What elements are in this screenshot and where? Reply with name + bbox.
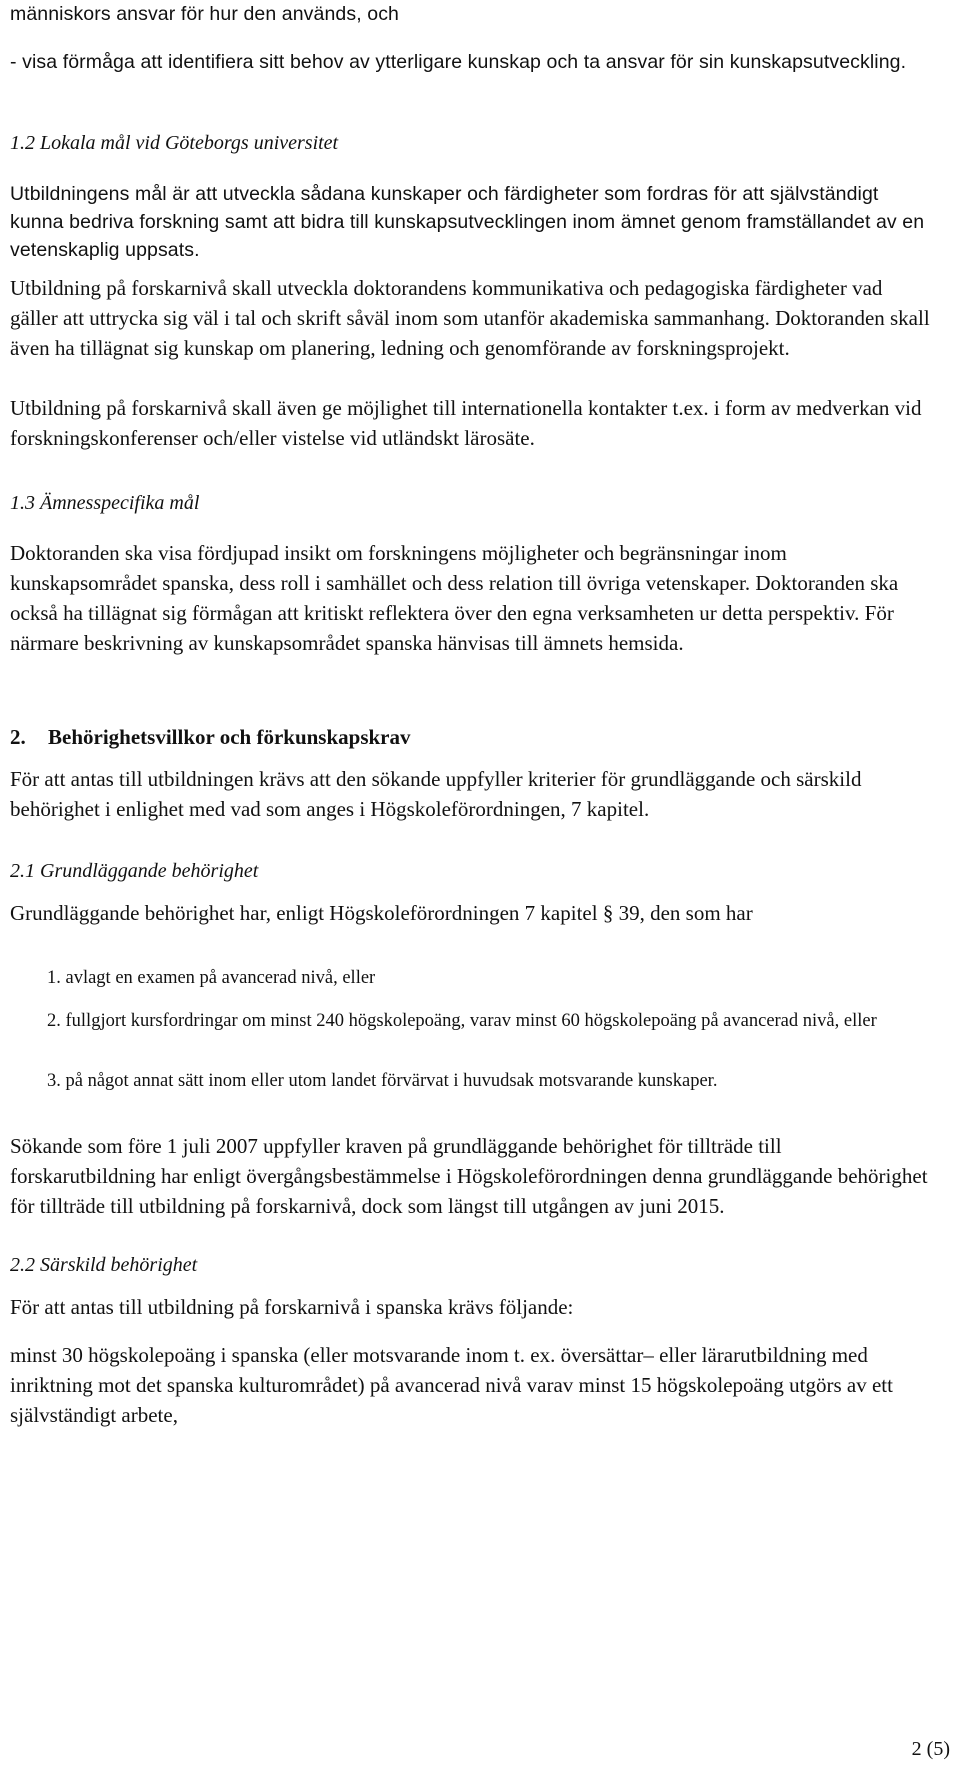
section-1-3-heading: 1.3 Ämnesspecifika mål bbox=[10, 492, 200, 514]
section-1-2-heading: 1.2 Lokala mål vid Göteborgs universitet bbox=[10, 132, 339, 154]
section-1-2-paragraph-3: Utbildning på forskarnivå skall även ge möjlighet till internationella kontakter t.ex. i form av medverkan vid forskningskonferenser och/eller vistelse vid utländskt lärosäte. bbox=[10, 396, 922, 450]
section-1-3-paragraph-1: Doktoranden ska visa fördjupad insikt om forskningens möjligheter och begränsningar inom kunskapsområdet spanska, dess roll i samhället och dess relation till övriga vetenskaper. Doktoranden ska också ha tillägnat sig förmågan att kritiskt reflektera över den egna verksamheten ur detta perspektiv. För närmare beskrivning av kunskapsområdet spanska hänvisas till ämnets hemsida. bbox=[10, 541, 899, 655]
section-1-2-paragraph-2: Utbildning på forskarnivå skall utveckla doktorandens kommunikativa och pedagogiska färdigheter vad gäller att uttrycka sig väl i tal och skrift såväl inom som utanför akademiska sammanhang. Doktoranden skall även ha tillägnat sig kunskap om planering, ledning och genomförande av forskningsprojekt. bbox=[10, 276, 930, 360]
section-2-1-paragraph-2: Sökande som före 1 juli 2007 uppfyller kraven på grundläggande behörighet för tillträde till forskarutbildning har enligt övergångsbestämmelse i Högskoleförordningen denna grundläggande behörighet för tillträde till utbildning på forskarnivå, dock som längst till utgången av juni 2015. bbox=[10, 1134, 928, 1218]
list-item: 3. på något annat sätt inom eller utom landet förvärvat i huvudsak motsvarande kunskaper. bbox=[47, 1071, 718, 1091]
section-2-1-paragraph-1: Grundläggande behörighet har, enligt Högskoleförordningen 7 kapitel § 39, den som har bbox=[10, 901, 753, 925]
section-1-2-paragraph-1: Utbildningens mål är att utveckla sådana kunskaper och färdigheter som fordras för att självständigt kunna bedriva forskning samt att bidra till kunskapsutvecklingen inom ämnet genom framställandet av en vetenskaplig uppsats. bbox=[10, 183, 925, 261]
section-2-heading bbox=[10, 722, 930, 752]
intro-line-2: - visa förmåga att identifiera sitt behov av ytterligare kunskap och ta ansvar för sin kunskapsutveckling. bbox=[10, 51, 907, 73]
page-number: 2 (5) bbox=[911, 1738, 950, 1760]
section-2-2-heading: 2.2 Särskild behörighet bbox=[10, 1254, 198, 1276]
list-item: 1. avlagt en examen på avancerad nivå, eller bbox=[47, 968, 376, 988]
section-2-paragraph-1: För att antas till utbildningen krävs att den sökande uppfyller kriterier för grundläggande och särskild behörighet i enlighet med vad som anges i Högskoleförordningen, 7 kapitel. bbox=[10, 767, 862, 821]
section-2-2-paragraph-1: För att antas till utbildning på forskarnivå i spanska krävs följande: bbox=[10, 1295, 574, 1319]
intro-line-1: människors ansvar för hur den används, och bbox=[10, 3, 399, 25]
section-2-title: Behörighetsvillkor och förkunskapskrav bbox=[48, 725, 411, 749]
list-item: 2. fullgjort kursfordringar om minst 240 högskolepoäng, varav minst 60 högskolepoäng på avancerad nivå, eller bbox=[47, 1011, 877, 1031]
section-2-2-paragraph-2: minst 30 högskolepoäng i spanska (eller motsvarande inom t. ex. översättar– eller lärarutbildning med inriktning mot det spanska kulturområdet) på avancerad nivå varav minst 15 högskolepoäng utgörs av ett självständigt arbete, bbox=[10, 1343, 893, 1427]
section-2-1-heading: 2.1 Grundläggande behörighet bbox=[10, 860, 259, 882]
section-2-number: 2. bbox=[10, 725, 26, 749]
